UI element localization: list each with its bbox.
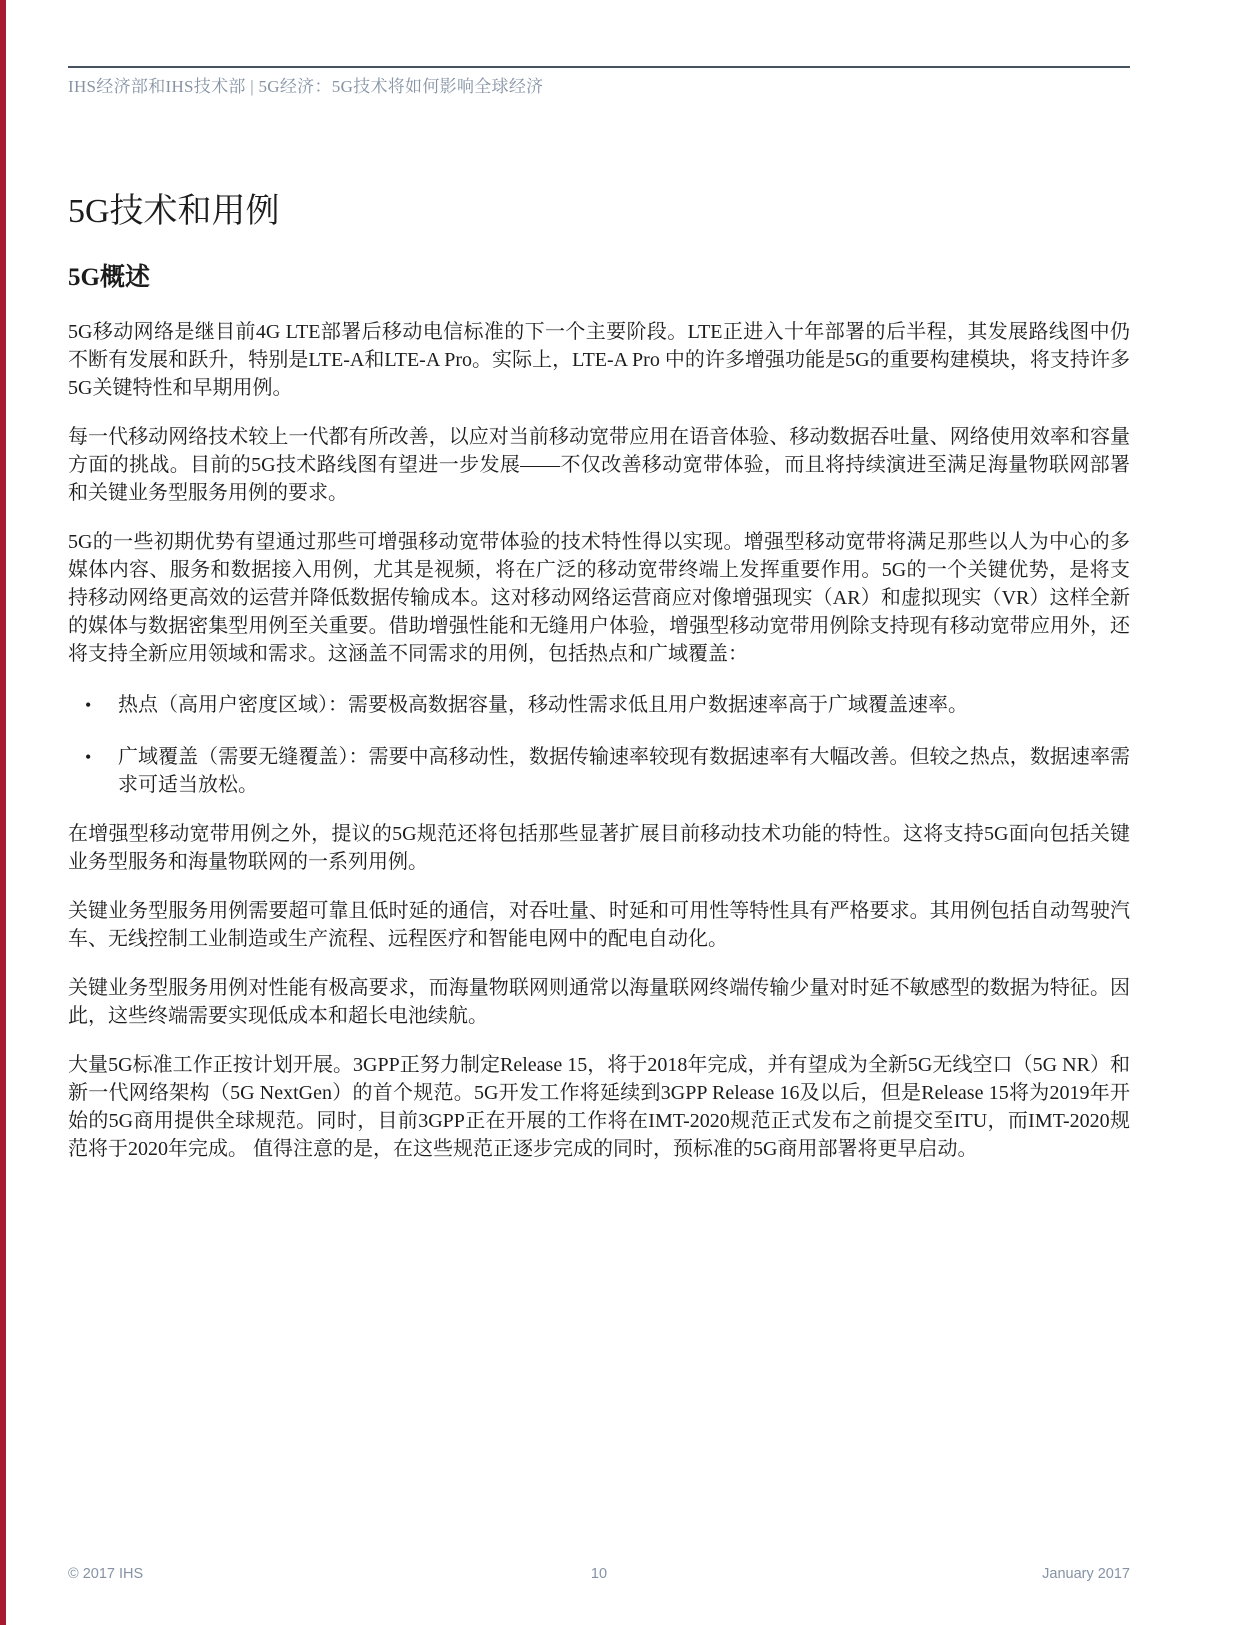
header-divider (68, 66, 1130, 68)
footer-date: January 2017 (1042, 1566, 1130, 1582)
page-content (68, 0, 1130, 1163)
running-header: IHS经济部和IHS技术部 | 5G经济：5G技术将如何影响全球经济 (68, 77, 544, 96)
paragraph-intro-1: 5G移动网络是继目前4G LTE部署后移动电信标准的下一个主要阶段。LTE正进入十年部署的后半程，其发展路线图中仍不断有发展和跃升，特别是LTE-A和LTE-A Pro。实际上，LTE-A Pro 中的许多增强功能是5G的重要构建模块，将支持许多5G关键特性和早期用例。 (68, 321, 1130, 399)
paragraph-intro-2: 每一代移动网络技术较上一代都有所改善，以应对当前移动宽带应用在语音体验、移动数据吞吐量、网络使用效率和容量方面的挑战。目前的5G技术路线图有望进一步发展——不仅改善移动宽带体验，而且将持续演进至满足海量物联网部署和关键业务型服务用例的要求。 (68, 426, 1130, 504)
bullet-text-wide-coverage: 广域覆盖（需要无缝覆盖）：需要中高移动性，数据传输速率较现有数据速率有大幅改善。但较之热点，数据速率需求可适当放松。 (118, 746, 1130, 796)
page-footer (68, 1566, 1130, 1582)
bullet-text-hotspot: 热点（高用户密度区域）：需要极高数据容量，移动性需求低且用户数据速率高于广域覆盖速率。 (118, 694, 968, 716)
bullet-icon: • (85, 747, 92, 767)
footer-page-number: 10 (590, 1566, 608, 1582)
list-item (68, 691, 1130, 719)
bullet-icon: • (85, 695, 92, 715)
paragraph-closing-4: 大量5G标准工作正按计划开展。3GPP正努力制定Release 15，将于2018年完成，并有望成为全新5G无线空口（5G NR）和新一代网络架构（5G NextGen）的首个规范。5G开发工作将延续到3GPP Release 16及以后，但是Release 15将为2019年开始的5G商用提供全球规范。同时，目前3GPP正在开展的工作将在IMT-2020规范正式发布之前提交至ITU，而IMT-2020规范将于2020年完成。 值得注意的是，在这些规范正逐步完成的同时，预标准的5G商用部署将更早启动。 (68, 1054, 1130, 1160)
paragraph-closing-2: 关键业务型服务用例需要超可靠且低时延的通信，对吞吐量、时延和可用性等特性具有严格要求。其用例包括自动驾驶汽车、无线控制工业制造或生产流程、远程医疗和智能电网中的配电自动化。 (68, 900, 1130, 950)
left-accent-stripe (0, 0, 6, 1625)
use-case-bullet-list (68, 691, 1130, 799)
footer-copyright: © 2017 IHS (68, 1566, 144, 1582)
paragraph-closing-1: 在增强型移动宽带用例之外，提议的5G规范还将包括那些显著扩展目前移动技术功能的特性。这将支持5G面向包括关键业务型服务和海量物联网的一系列用例。 (68, 823, 1130, 873)
section-heading: 5G概述 (68, 264, 150, 291)
paragraph-intro-3: 5G的一些初期优势有望通过那些可增强移动宽带体验的技术特性得以实现。增强型移动宽带将满足那些以人为中心的多媒体内容、服务和数据接入用例，尤其是视频，将在广泛的移动宽带终端上发挥重要作用。5G的一个关键优势，是将支持移动网络更高效的运营并降低数据传输成本。这对移动网络运营商应对像增强现实（AR）和虚拟现实（VR）这样全新的媒体与数据密集型用例至关重要。借助增强性能和无缝用户体验，增强型移动宽带用例除支持现有移动宽带应用外，还将支持全新应用领域和需求。这涵盖不同需求的用例，包括热点和广域覆盖： (68, 531, 1130, 665)
paragraph-closing-3: 关键业务型服务用例对性能有极高要求，而海量物联网则通常以海量联网终端传输少量对时延不敏感型的数据为特征。因此，这些终端需要实现低成本和超长电池续航。 (68, 977, 1130, 1027)
list-item (68, 743, 1130, 799)
page-title: 5G技术和用例 (68, 193, 280, 230)
